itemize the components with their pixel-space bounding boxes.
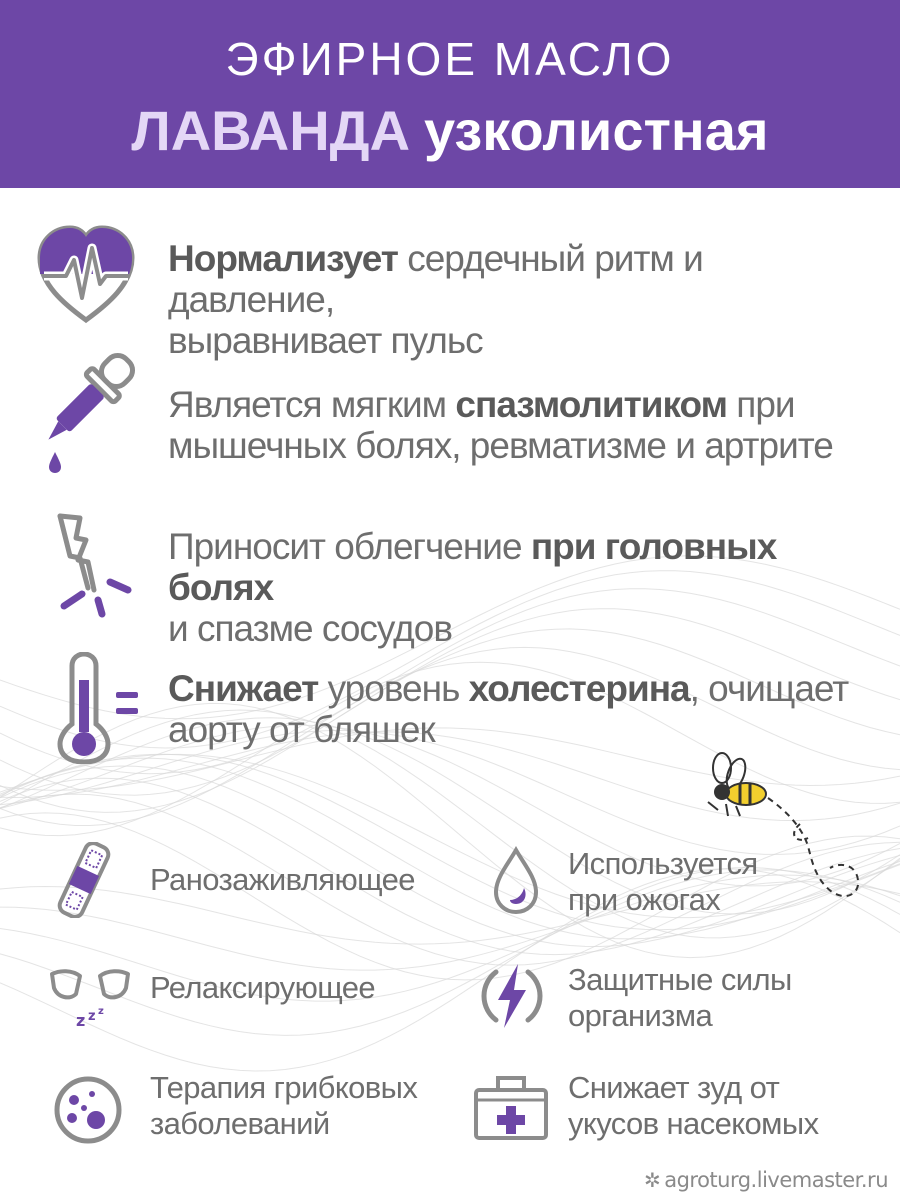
feature-itch-line1: Снижает зуд от <box>568 1070 780 1105</box>
feature-burns-text <box>568 846 758 918</box>
feature-itch-line2: укусов насекомых <box>568 1106 819 1141</box>
header-title-rest: узколистная <box>424 99 769 162</box>
benefit-cholesterol-line2: аорту от бляшек <box>168 709 435 750</box>
benefit-dropper-pre: Является мягким <box>168 384 456 425</box>
sleep-icon <box>48 964 132 1030</box>
watermark <box>644 1168 888 1192</box>
feature-itch-text <box>568 1070 818 1142</box>
benefit-heart-rest: сердечный ритм и давление, <box>168 238 703 320</box>
benefit-cholesterol-mid: уровень <box>318 668 469 709</box>
svg-text:z: z <box>88 1009 96 1024</box>
feature-immunity-text <box>568 962 792 1034</box>
feature-immunity-line2: организма <box>568 998 713 1033</box>
benefit-dropper-line2: мышечных болях, ревматизме и артрите <box>168 425 833 466</box>
benefit-dropper-post: при <box>727 384 795 425</box>
benefit-dropper-text <box>168 384 878 466</box>
svg-text:z: z <box>98 1006 104 1017</box>
feature-relax-text <box>150 970 375 1006</box>
benefit-heart-line2: выравнивает пульс <box>168 320 483 361</box>
headache-lightning-icon <box>48 510 138 622</box>
gear-icon: ✲ <box>643 1168 661 1192</box>
feature-burns-line1: Используется <box>568 846 758 881</box>
thermometer-icon <box>56 652 140 764</box>
header-title <box>0 98 900 163</box>
feature-healing-line1: Ранозаживляющее <box>150 862 415 897</box>
benefit-heart-text <box>168 238 878 361</box>
dropper-icon <box>40 352 136 474</box>
feature-immunity-line1: Защитные силы <box>568 962 792 997</box>
watermark-text: agroturg.livemaster.ru <box>664 1168 888 1192</box>
feature-fungal-text <box>150 1070 417 1142</box>
feature-fungal-line1: Терапия грибковых <box>150 1070 418 1105</box>
header-title-accent: ЛАВАНДА <box>131 99 411 162</box>
first-aid-kit-icon <box>472 1074 550 1142</box>
feature-fungal-line2: заболеваний <box>150 1106 330 1141</box>
petri-dish-icon <box>52 1074 124 1146</box>
header-subtitle: ЭФИРНОЕ МАСЛО <box>225 33 675 85</box>
immunity-bolt-icon <box>476 960 548 1032</box>
svg-text:z: z <box>76 1011 86 1030</box>
feature-burns-line2: при ожогах <box>568 882 721 917</box>
bandage-icon <box>52 842 116 918</box>
heart-pulse-icon <box>34 224 138 328</box>
benefit-cholesterol-post: , очищает <box>689 668 849 709</box>
water-drop-icon <box>490 846 542 916</box>
benefit-cholesterol-bold1: Снижает <box>168 668 319 709</box>
feature-healing-text <box>150 862 415 898</box>
benefit-headache-pre: Приносит облегчение <box>168 526 531 567</box>
benefit-headache-line2: и спазме сосудов <box>168 608 452 649</box>
benefit-headache-text <box>168 526 878 649</box>
benefit-cholesterol-text <box>168 668 878 750</box>
benefit-heart-bold: Нормализует <box>168 238 398 279</box>
benefit-dropper-bold: спазмолитиком <box>455 384 728 425</box>
header-banner <box>0 0 900 188</box>
benefit-cholesterol-bold2: холестерина <box>468 668 690 709</box>
feature-relax-line1: Релаксирующее <box>150 970 376 1005</box>
benefit-headache-bold: при головных болях <box>168 526 777 608</box>
